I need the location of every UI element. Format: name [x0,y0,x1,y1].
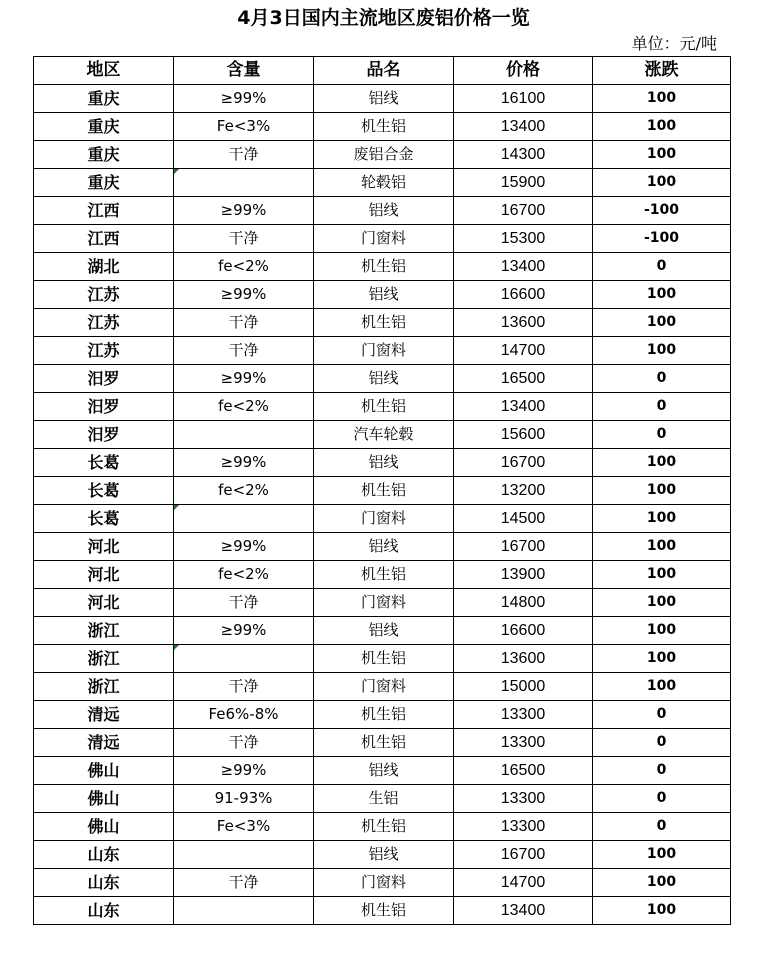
cell-price: 14800 [454,589,593,617]
cell-price: 13400 [454,897,593,925]
cell-product: 铝线 [314,841,454,869]
cell-price: 15600 [454,421,593,449]
cell-content [174,169,314,197]
cell-product: 门窗料 [314,673,454,701]
cell-region: 江西 [34,197,174,225]
cell-content: ≥99% [174,617,314,645]
table-row [34,729,731,757]
cell-product: 门窗料 [314,589,454,617]
cell-change: -100 [593,197,731,225]
header-change: 涨跌 [593,57,731,85]
cell-price: 13400 [454,253,593,281]
cell-region: 长葛 [34,449,174,477]
cell-change: 100 [593,141,731,169]
table-row [34,897,731,925]
cell-product: 铝线 [314,617,454,645]
cell-price: 14500 [454,505,593,533]
table-body [34,85,731,925]
cell-price: 13300 [454,785,593,813]
cell-region: 长葛 [34,505,174,533]
cell-product: 机生铝 [314,701,454,729]
cell-price: 13400 [454,393,593,421]
cell-change: 100 [593,673,731,701]
cell-product: 机生铝 [314,729,454,757]
cell-region: 佛山 [34,813,174,841]
cell-region: 重庆 [34,85,174,113]
cell-price: 15900 [454,169,593,197]
cell-change: 100 [593,645,731,673]
cell-change: 0 [593,421,731,449]
table-row [34,393,731,421]
cell-change: 0 [593,701,731,729]
cell-region: 汨罗 [34,393,174,421]
cell-product: 铝线 [314,85,454,113]
cell-content: 干净 [174,337,314,365]
cell-change: 100 [593,337,731,365]
unit-label: 单位：元/吨 [631,34,717,53]
cell-content: 91-93% [174,785,314,813]
cell-product: 汽车轮毂 [314,421,454,449]
cell-change: 0 [593,393,731,421]
cell-change: 100 [593,477,731,505]
cell-region: 佛山 [34,785,174,813]
cell-content: Fe6%-8% [174,701,314,729]
cell-product: 铝线 [314,757,454,785]
cell-change: 100 [593,897,731,925]
cell-change: 100 [593,841,731,869]
cell-change: 100 [593,869,731,897]
table-row [34,589,731,617]
cell-region: 江西 [34,225,174,253]
cell-product: 机生铝 [314,477,454,505]
table-row [34,869,731,897]
table-row [34,561,731,589]
table-row [34,673,731,701]
cell-content: 干净 [174,589,314,617]
page-title: 4月3日国内主流地区废铝价格一览 [237,7,530,29]
table-row [34,253,731,281]
table-row [34,141,731,169]
cell-product: 铝线 [314,449,454,477]
cell-price: 16600 [454,617,593,645]
cell-region: 山东 [34,869,174,897]
cell-content: 干净 [174,869,314,897]
cell-product: 铝线 [314,197,454,225]
cell-price: 16500 [454,365,593,393]
cell-price: 16700 [454,449,593,477]
cell-content [174,505,314,533]
cell-product: 铝线 [314,281,454,309]
cell-product: 铝线 [314,533,454,561]
cell-change: 100 [593,281,731,309]
cell-product: 机生铝 [314,561,454,589]
cell-price: 13400 [454,113,593,141]
cell-content: ≥99% [174,365,314,393]
table-row [34,169,731,197]
cell-content: Fe<3% [174,113,314,141]
cell-region: 清远 [34,729,174,757]
table-row [34,365,731,393]
table-row [34,757,731,785]
cell-change: 100 [593,533,731,561]
cell-price: 13300 [454,813,593,841]
header-price: 价格 [454,57,593,85]
table-row [34,421,731,449]
cell-change: 0 [593,253,731,281]
cell-product: 机生铝 [314,253,454,281]
cell-region: 重庆 [34,169,174,197]
cell-region: 佛山 [34,757,174,785]
cell-content: 干净 [174,309,314,337]
table-row [34,337,731,365]
header-region: 地区 [34,57,174,85]
header-row [34,57,731,85]
cell-product: 机生铝 [314,645,454,673]
table-row [34,505,731,533]
cell-price: 14300 [454,141,593,169]
cell-price: 16100 [454,85,593,113]
price-table [33,56,731,925]
cell-product: 机生铝 [314,393,454,421]
cell-content [174,645,314,673]
cell-content: 干净 [174,729,314,757]
cell-product: 铝线 [314,365,454,393]
table-row [34,617,731,645]
cell-price: 13900 [454,561,593,589]
cell-price: 13600 [454,645,593,673]
cell-region: 清远 [34,701,174,729]
cell-change: 100 [593,617,731,645]
cell-product: 门窗料 [314,225,454,253]
table-row [34,785,731,813]
cell-region: 河北 [34,561,174,589]
cell-region: 江苏 [34,281,174,309]
cell-content: fe<2% [174,477,314,505]
cell-region: 山东 [34,841,174,869]
cell-region: 河北 [34,589,174,617]
cell-content: ≥99% [174,281,314,309]
cell-change: 100 [593,169,731,197]
table-row [34,701,731,729]
cell-price: 13300 [454,701,593,729]
cell-change: -100 [593,225,731,253]
cell-product: 门窗料 [314,869,454,897]
cell-content: 干净 [174,673,314,701]
cell-content: ≥99% [174,85,314,113]
cell-price: 15300 [454,225,593,253]
cell-price: 14700 [454,869,593,897]
header-product: 品名 [314,57,454,85]
cell-change: 100 [593,113,731,141]
cell-price: 15000 [454,673,593,701]
cell-product: 门窗料 [314,337,454,365]
cell-product: 机生铝 [314,897,454,925]
cell-change: 0 [593,365,731,393]
cell-change: 0 [593,785,731,813]
cell-region: 江苏 [34,337,174,365]
cell-change: 100 [593,449,731,477]
cell-change: 100 [593,505,731,533]
cell-change: 0 [593,757,731,785]
cell-price: 16600 [454,281,593,309]
cell-price: 13200 [454,477,593,505]
cell-region: 江苏 [34,309,174,337]
cell-product: 机生铝 [314,813,454,841]
table-row [34,841,731,869]
cell-region: 长葛 [34,477,174,505]
cell-change: 100 [593,309,731,337]
cell-content: 干净 [174,225,314,253]
table-row [34,225,731,253]
cell-region: 重庆 [34,141,174,169]
cell-change: 0 [593,813,731,841]
cell-content [174,841,314,869]
table-row [34,477,731,505]
cell-product: 生铝 [314,785,454,813]
cell-region: 汨罗 [34,365,174,393]
table-row [34,113,731,141]
table-row [34,85,731,113]
table-row [34,197,731,225]
cell-region: 河北 [34,533,174,561]
table-row [34,309,731,337]
table-row [34,813,731,841]
cell-region: 浙江 [34,673,174,701]
cell-content: fe<2% [174,253,314,281]
cell-content: fe<2% [174,561,314,589]
cell-price: 13300 [454,729,593,757]
cell-region: 汨罗 [34,421,174,449]
cell-region: 山东 [34,897,174,925]
cell-change: 100 [593,589,731,617]
cell-content: ≥99% [174,197,314,225]
cell-price: 13600 [454,309,593,337]
cell-content: ≥99% [174,757,314,785]
cell-price: 16700 [454,197,593,225]
cell-product: 轮毂铝 [314,169,454,197]
cell-region: 浙江 [34,617,174,645]
cell-price: 16700 [454,841,593,869]
cell-content: Fe<3% [174,813,314,841]
cell-price: 16500 [454,757,593,785]
cell-content [174,897,314,925]
cell-change: 100 [593,85,731,113]
cell-price: 14700 [454,337,593,365]
cell-content: ≥99% [174,449,314,477]
cell-content: 干净 [174,141,314,169]
cell-region: 湖北 [34,253,174,281]
cell-region: 重庆 [34,113,174,141]
table-row [34,645,731,673]
cell-product: 机生铝 [314,113,454,141]
header-content: 含量 [174,57,314,85]
table-row [34,281,731,309]
cell-product: 废铝合金 [314,141,454,169]
table-row [34,533,731,561]
cell-price: 16700 [454,533,593,561]
cell-region: 浙江 [34,645,174,673]
table-row [34,449,731,477]
cell-content [174,421,314,449]
cell-content: fe<2% [174,393,314,421]
cell-content: ≥99% [174,533,314,561]
cell-change: 100 [593,561,731,589]
cell-change: 0 [593,729,731,757]
cell-product: 门窗料 [314,505,454,533]
cell-product: 机生铝 [314,309,454,337]
